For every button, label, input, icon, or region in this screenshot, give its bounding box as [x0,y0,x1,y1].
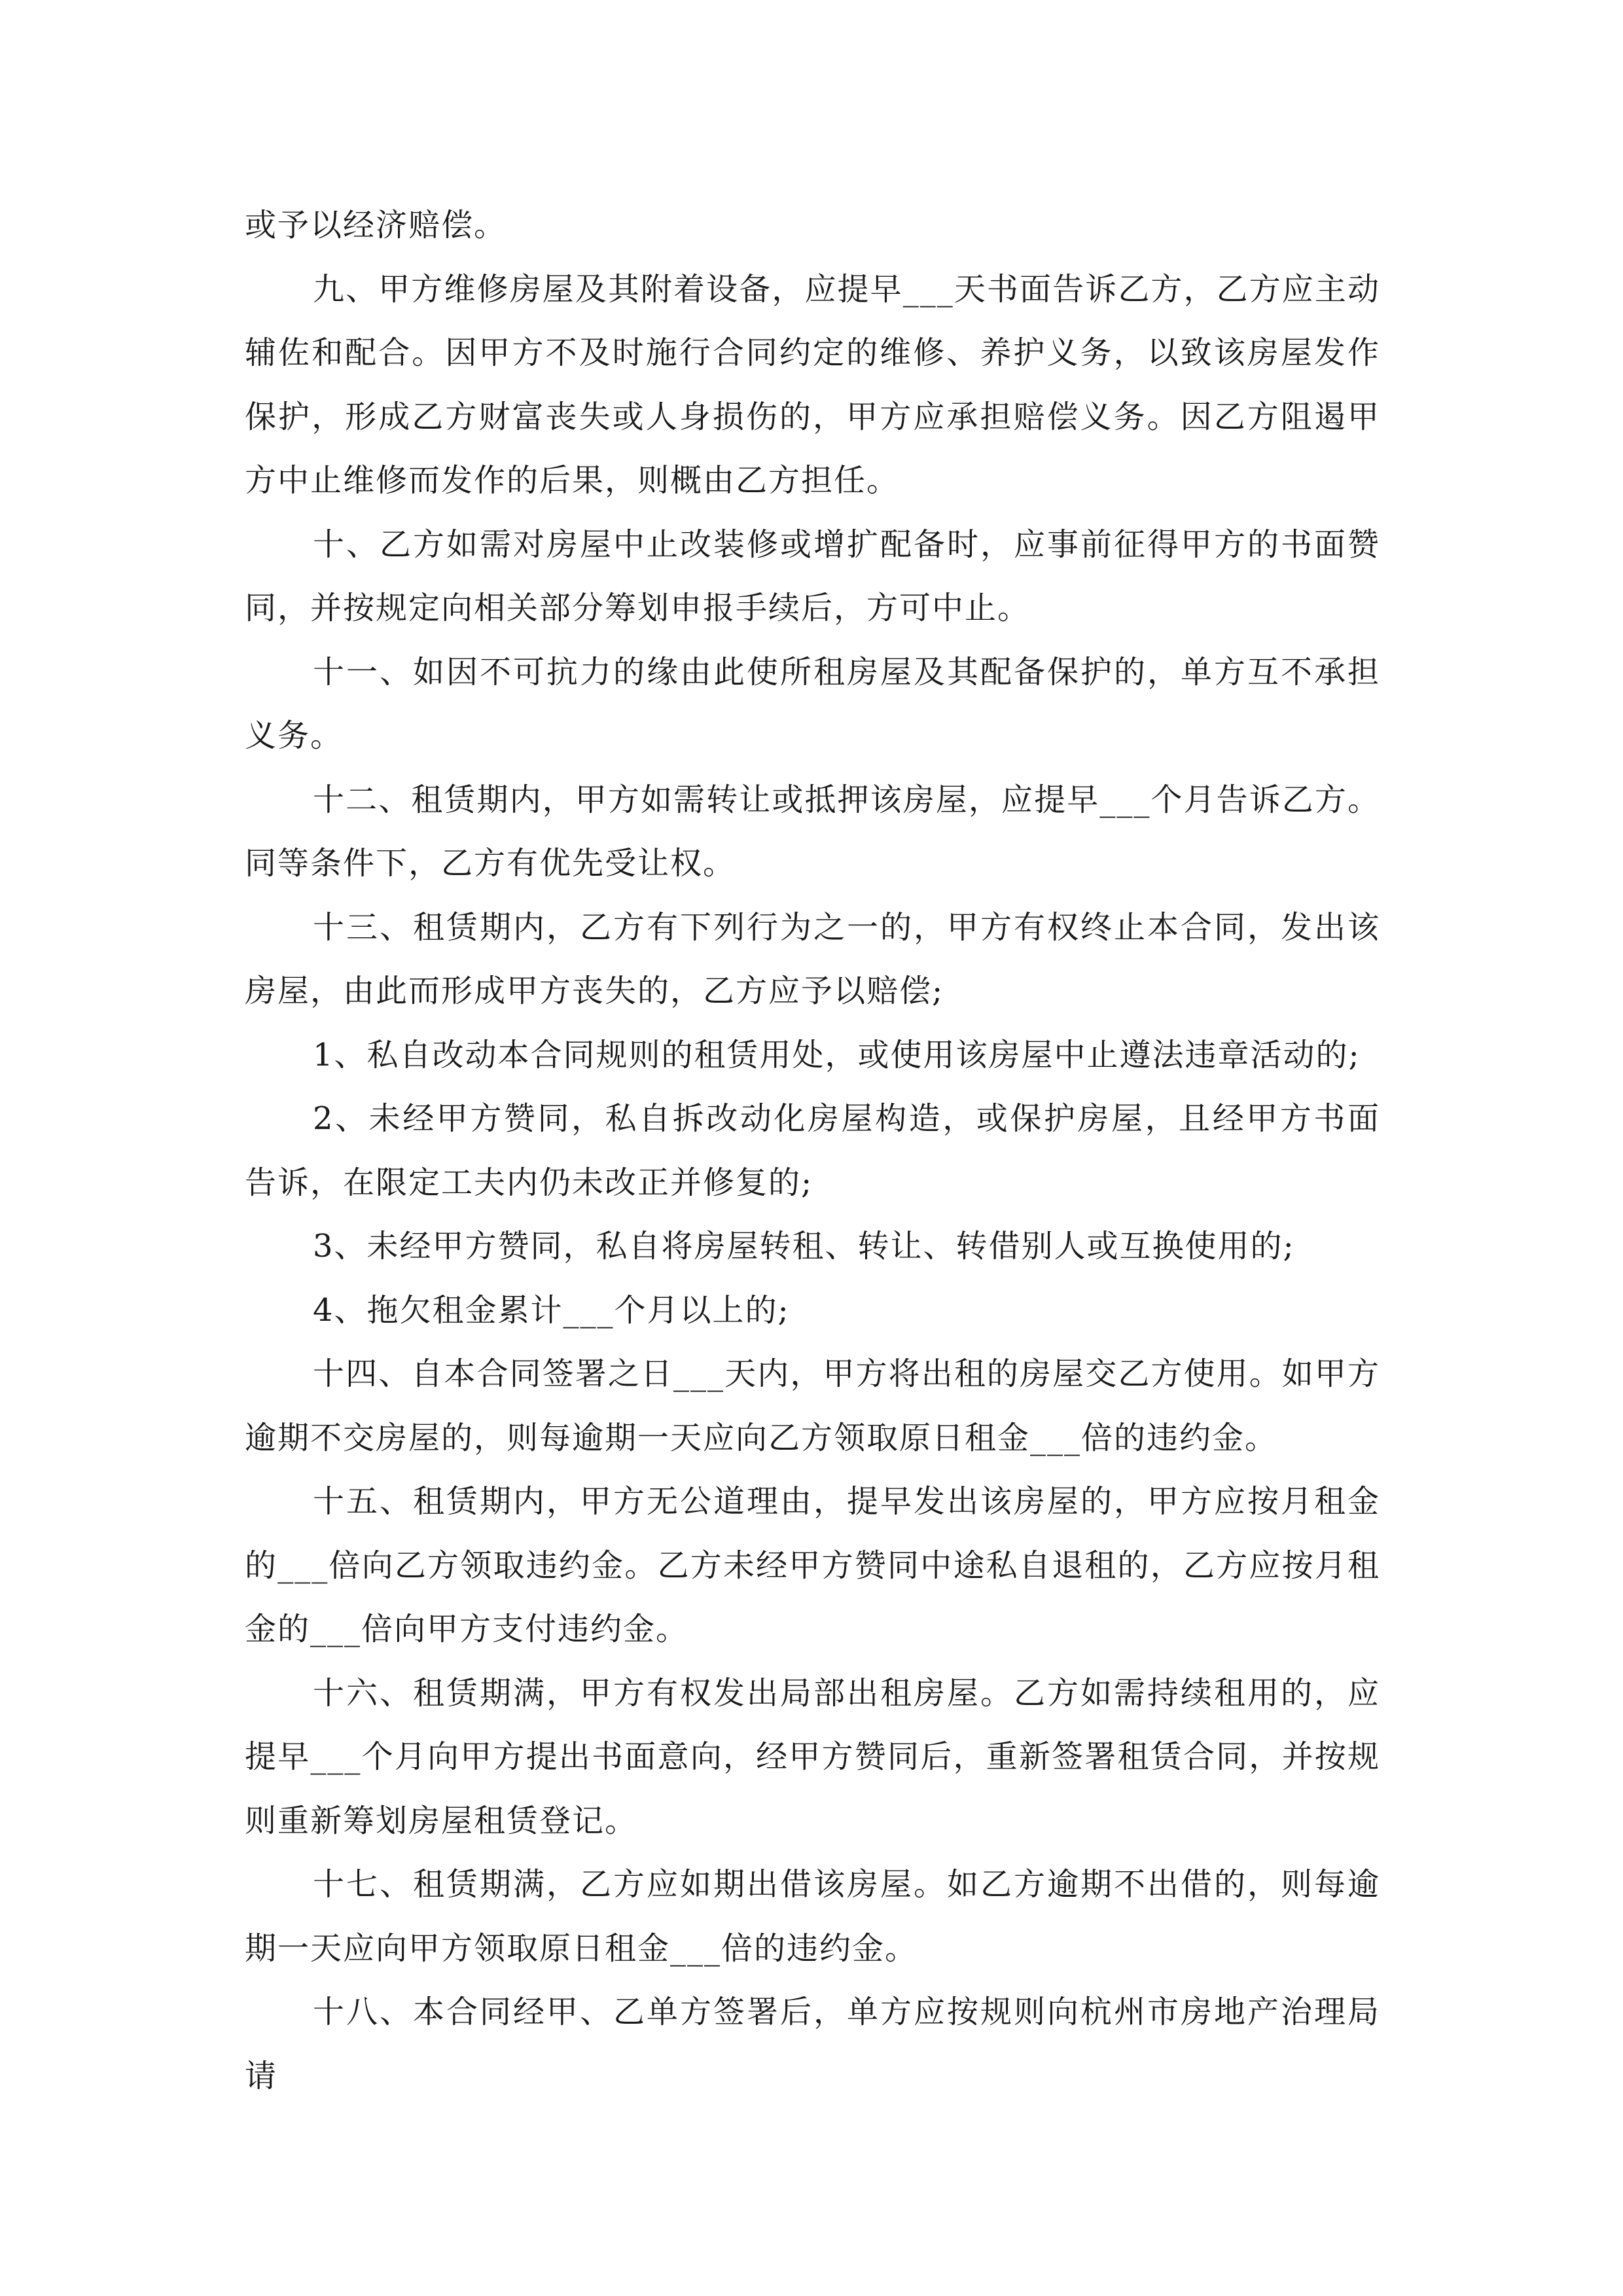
clause-18: 十八、本合同经甲、乙单方签署后，单方应按规则向杭州市房地产治理局请 [245,1994,1380,2094]
clause-12: 十二、租赁期内，甲方如需转让或抵押该房屋，应提早___个月告诉乙方。同等条件下，乙方有优先受让权。 [245,781,1380,882]
clause-13-item-1: 1、私自改动本合同规则的租赁用处，或使用该房屋中止遵法违章活动的; [313,1036,1361,1073]
clause-9: 九、甲方维修房屋及其附着设备，应提早___天书面告诉乙方，乙方应主动辅佐和配合。因甲方不及时施行合同约定的维修、养护义务，以致该房屋发作保护，形成乙方财富丧失或人身损伤的，甲方应承担赔偿义务。因乙方阻遏甲方中止维修而发作的后果，则概由乙方担任。 [245,270,1380,499]
clause-10: 十、乙方如需对房屋中止改装修或增扩配备时，应事前征得甲方的书面赞同，并按规定向相关部分筹划申报手续后，方可中止。 [245,526,1380,626]
document-body [245,194,1380,2108]
clause-13-item-3: 3、未经甲方赞同，私自将房屋转租、转让、转借别人或互换使用的; [313,1228,1295,1265]
clause-16: 十六、租赁期满，甲方有权发出局部出租房屋。乙方如需持续租用的，应提早___个月向甲方提出书面意向，经甲方赞同后，重新签署租赁合同，并按规则重新筹划房屋租赁登记。 [245,1674,1380,1839]
paragraph-continuation: 或予以经济赔偿。 [245,207,507,243]
clause-15: 十五、租赁期内，甲方无公道理由，提早发出该房屋的，甲方应按月租金的___倍向乙方领取违约金。乙方未经甲方赞同中途私自退租的，乙方应按月租金的___倍向甲方支付违约金。 [245,1483,1380,1647]
clause-13-item-2: 2、未经甲方赞同，私自拆改动化房屋构造，或保护房屋，且经甲方书面告诉，在限定工夫内仍未改正并修复的; [245,1100,1380,1201]
clause-14: 十四、自本合同签署之日___天内，甲方将出租的房屋交乙方使用。如甲方逾期不交房屋的，则每逾期一天应向乙方领取原日租金___倍的违约金。 [245,1355,1380,1456]
clause-17: 十七、租赁期满，乙方应如期出借该房屋。如乙方逾期不出借的，则每逾期一天应向甲方领取原日租金___倍的违约金。 [245,1866,1380,1967]
clause-13: 十三、租赁期内，乙方有下列行为之一的，甲方有权终止本合同，发出该房屋，由此而形成甲方丧失的，乙方应予以赔偿; [245,908,1380,1009]
clause-13-item-4: 4、拖欠租金累计___个月以上的; [313,1291,790,1329]
clause-11: 十一、如因不可抗力的缘由此使所租房屋及其配备保护的，单方互不承担义务。 [245,653,1380,754]
